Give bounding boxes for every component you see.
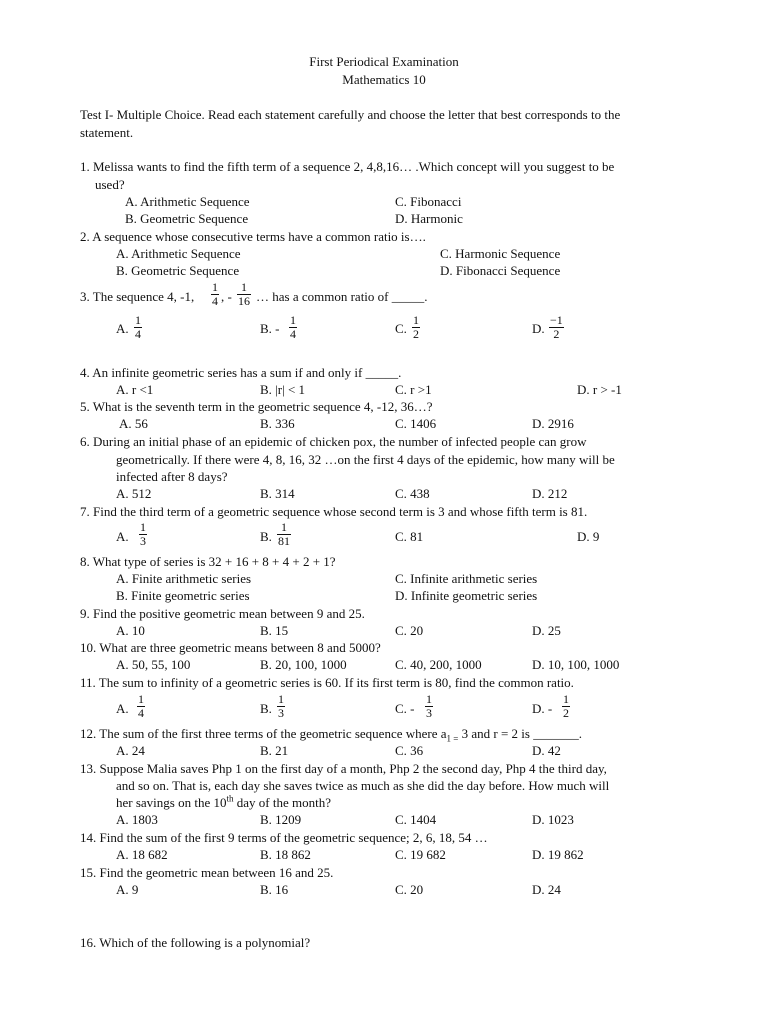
denominator: 16	[238, 294, 250, 308]
denominator: 3	[278, 706, 284, 720]
question-text: 1. Melissa wants to find the fifth term of a sequence 2, 4,8,16… .Which concept will you suggest to be	[80, 159, 615, 174]
question-text-suffix: … has a common ratio of _____.	[256, 289, 428, 304]
question-text: 11. The sum to infinity of a geometric series is 60. If its first term is 80, find the common ratio.	[80, 675, 574, 690]
choice-d: D. 42	[532, 743, 561, 758]
choice-d: D. r > -1	[577, 382, 622, 397]
choice-a-fraction	[139, 521, 147, 548]
choice-b-label: B.	[260, 529, 272, 544]
denominator: 2	[563, 706, 569, 720]
question-text: 10. What are three geometric means between 8 and 5000?	[80, 640, 381, 655]
fraction	[211, 281, 219, 308]
exam-subject: Mathematics 10	[342, 72, 426, 87]
question-text-prefix: 12. The sum of the first three terms of the geometric sequence where a	[80, 726, 447, 741]
choice-d-fraction	[549, 314, 564, 341]
choice-d: D. 2916	[532, 416, 574, 431]
numerator: 1	[290, 313, 296, 327]
choice-c: C. 40, 200, 1000	[395, 657, 482, 672]
question-text: 16. Which of the following is a polynomial?	[80, 935, 311, 950]
question-text: and so on. That is, each day she saves twice as much as she did the day before. How much will	[116, 778, 610, 793]
choice-b-label: B. -	[260, 321, 280, 336]
choice-c: C. 36	[395, 743, 424, 758]
question-text: 7. Find the third term of a geometric sequence whose second term is 3 and whose fifth term is 81.	[80, 504, 588, 519]
choice-c: C. Fibonacci	[395, 194, 462, 209]
choice-a: A. 50, 55, 100	[116, 657, 191, 672]
question-text-suffix: day of the month?	[233, 795, 331, 810]
choice-c: C. 438	[395, 486, 430, 501]
choice-b: B. Finite geometric series	[116, 588, 250, 603]
question-text: 9. Find the positive geometric mean between 9 and 25.	[80, 606, 365, 621]
question-text: 15. Find the geometric mean between 16 and 25.	[80, 865, 334, 880]
choice-d: D. 25	[532, 623, 561, 638]
choice-c-fraction	[412, 314, 420, 341]
fraction	[237, 281, 251, 308]
choice-d-fraction	[562, 693, 570, 720]
choice-d-label: D. -	[532, 701, 553, 716]
choice-b-fraction	[277, 521, 291, 548]
question-text: 6. During an initial phase of an epidemic of chicken pox, the number of infected people can grow	[80, 434, 587, 449]
question-text: infected after 8 days?	[116, 469, 228, 484]
denominator: 3	[426, 706, 432, 720]
denominator: 2	[413, 327, 419, 341]
numerator: −1	[550, 313, 563, 327]
choice-c: C. 1406	[395, 416, 437, 431]
choice-a-fraction	[134, 314, 142, 341]
choice-a: A. 1803	[116, 812, 158, 827]
numerator: 1	[277, 521, 291, 535]
choice-d: D. 1023	[532, 812, 574, 827]
question-text: used?	[95, 177, 125, 192]
choice-a-label: A.	[116, 529, 129, 544]
question-text-prefix: her savings on the 10	[116, 795, 227, 810]
choice-a: A. Arithmetic Sequence	[116, 246, 241, 261]
choice-b: B. Geometric Sequence	[125, 211, 249, 226]
question-text: 14. Find the sum of the first 9 terms of the geometric sequence; 2, 6, 18, 54 …	[80, 830, 488, 845]
denominator: 4	[290, 327, 296, 341]
choice-b: B. 18 862	[260, 847, 311, 862]
denominator: 2	[553, 327, 560, 341]
choice-c-label: C.	[395, 321, 407, 336]
choice-c-label: C. -	[395, 701, 415, 716]
choice-d: D. 24	[532, 882, 561, 897]
choice-c: C. 81	[395, 529, 424, 544]
choice-c: C. 1404	[395, 812, 437, 827]
denominator: 4	[138, 706, 144, 720]
denominator: 3	[140, 534, 146, 548]
numerator: 1	[140, 520, 146, 534]
choice-a: A. 24	[116, 743, 145, 758]
choice-b: B. 15	[260, 623, 289, 638]
exam-title: First Periodical Examination	[309, 54, 459, 69]
numerator: 1	[135, 313, 141, 327]
subscript: 1 =	[446, 733, 459, 744]
question-text	[116, 794, 331, 811]
choice-a: A. 512	[116, 486, 152, 501]
choice-b: B. |r| < 1	[260, 382, 306, 397]
denominator: 4	[135, 327, 141, 341]
numerator: 1	[426, 692, 432, 706]
question-text: 2. A sequence whose consecutive terms have a common ratio is….	[80, 229, 426, 244]
choice-d-label: D.	[532, 321, 545, 336]
numerator: 1	[413, 313, 419, 327]
choice-b: B. 20, 100, 1000	[260, 657, 347, 672]
choice-c: C. 19 682	[395, 847, 446, 862]
numerator: 1	[237, 281, 251, 295]
choice-b-label: B.	[260, 701, 272, 716]
choice-b: B. 314	[260, 486, 295, 501]
question-text: 13. Suppose Malia saves Php 1 on the first day of a month, Php 2 the second day, Php 4 the third day,	[80, 761, 607, 776]
choice-a: A. 10	[116, 623, 145, 638]
choice-d: D. 19 862	[532, 847, 584, 862]
choice-a-label: A.	[116, 321, 129, 336]
choice-a: A. Finite arithmetic series	[116, 571, 252, 586]
superscript: th	[226, 793, 234, 804]
numerator: 1	[563, 692, 569, 706]
separator: , -	[221, 289, 232, 304]
choice-d: D. 10, 100, 1000	[532, 657, 620, 672]
denominator: 4	[212, 294, 218, 308]
question-text: geometrically. If there were 4, 8, 16, 32 …on the first 4 days of the epidemic, how many will be	[116, 452, 615, 467]
choice-a: A. 56	[119, 416, 148, 431]
choice-a: A. Arithmetic Sequence	[125, 194, 250, 209]
choice-b: B. 1209	[260, 812, 302, 827]
choice-b: B. 16	[260, 882, 289, 897]
choice-c: C. Infinite arithmetic series	[395, 571, 538, 586]
choice-c-fraction	[425, 693, 433, 720]
question-text-suffix: 3 and r = 2 is _______.	[458, 726, 582, 741]
choice-c: C. r >1	[395, 382, 432, 397]
question-text: 5. What is the seventh term in the geometric sequence 4, -12, 36…?	[80, 399, 433, 414]
choice-d: D. 9	[577, 529, 600, 544]
choice-b-fraction	[277, 693, 285, 720]
choice-c: C. Harmonic Sequence	[440, 246, 561, 261]
choice-b: B. 336	[260, 416, 295, 431]
choice-a: A. 9	[116, 882, 139, 897]
choice-b-fraction	[289, 314, 297, 341]
numerator: 1	[138, 692, 144, 706]
choice-a: A. r <1	[116, 382, 154, 397]
choice-a: A. 18 682	[116, 847, 168, 862]
choice-c: C. 20	[395, 882, 424, 897]
choice-b: B. Geometric Sequence	[116, 263, 240, 278]
instructions-line: statement.	[80, 125, 134, 140]
choice-d: D. 212	[532, 486, 568, 501]
choice-a-label: A.	[116, 701, 129, 716]
question-text: 8. What type of series is 32 + 16 + 8 + 4 + 2 + 1?	[80, 554, 336, 569]
choice-c: C. 20	[395, 623, 424, 638]
choice-d: D. Harmonic	[395, 211, 463, 226]
choice-d: D. Fibonacci Sequence	[440, 263, 561, 278]
question-text	[80, 725, 582, 742]
choice-b: B. 21	[260, 743, 289, 758]
question-text-prefix: 3. The sequence 4, -1,	[80, 289, 195, 304]
choice-a-fraction	[137, 693, 145, 720]
denominator: 81	[278, 534, 290, 548]
choice-d: D. Infinite geometric series	[395, 588, 538, 603]
numerator: 1	[278, 692, 284, 706]
numerator: 1	[212, 280, 218, 294]
question-text: 4. An infinite geometric series has a sum if and only if _____.	[80, 365, 402, 380]
instructions-line: Test I- Multiple Choice. Read each statement carefully and choose the letter that best corresponds to the	[80, 107, 621, 122]
